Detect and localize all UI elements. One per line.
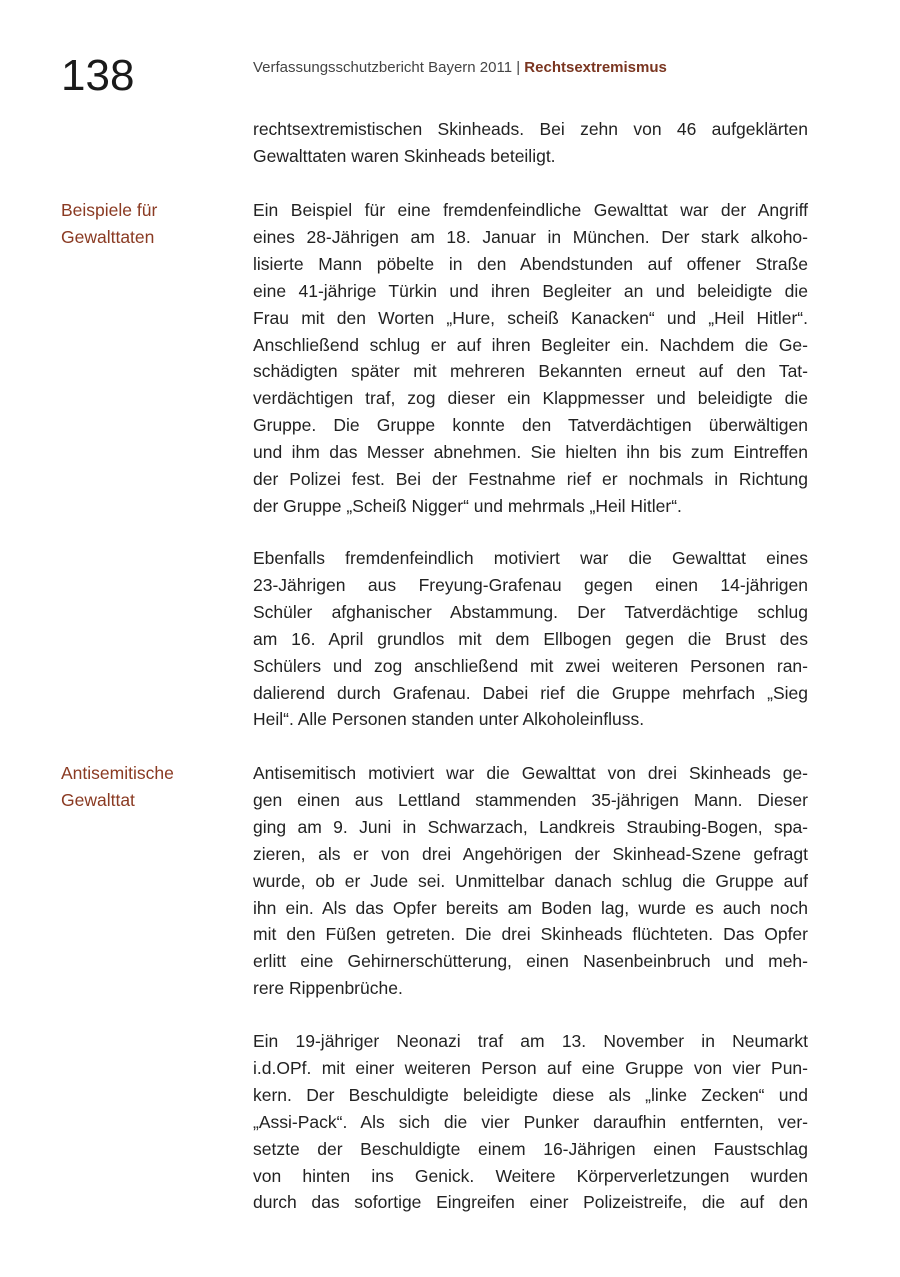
text-line: ging am 9. Juni in Schwarzach, Landkreis Straubing-Bogen, spa- bbox=[253, 816, 808, 837]
text-line: durch das sofortige Eingreifen einer Polizeistreife, die auf den bbox=[253, 1192, 808, 1213]
text-line: Schüler afghanischer Abstammung. Der Tatverdächtige schlug bbox=[253, 601, 808, 622]
report-title: Verfassungsschutzbericht Bayern 2011 bbox=[253, 59, 513, 76]
text-line: Frau mit den Worten „Hure, scheiß Kanacken“ und „Heil Hitler“. bbox=[253, 307, 808, 328]
text-line: Heil“. Alle Personen standen unter Alkoholeinfluss. bbox=[253, 709, 645, 730]
text-line: lisierte Mann pöbelte in den Abendstunden auf offener Straße bbox=[253, 253, 808, 274]
paragraph-fremdenfeindlich-1 bbox=[253, 197, 808, 520]
section-title: Rechtsextremismus bbox=[524, 59, 667, 76]
side-label-line: Gewalttat bbox=[61, 790, 135, 810]
text-line: ihn ein. Als das Opfer bereits am Boden lag, wurde es auch noch bbox=[253, 897, 808, 918]
paragraph-antisemitisch-2 bbox=[253, 1028, 808, 1216]
text-line: Gruppe. Die Gruppe konnte den Tatverdächtigen überwältigen bbox=[253, 415, 808, 436]
text-line: mit den Füßen getreten. Die drei Skinheads flüchteten. Das Opfer bbox=[253, 924, 808, 945]
side-label-line: Gewalttaten bbox=[61, 227, 155, 247]
header-separator: | bbox=[516, 59, 521, 76]
text-line: eines 28-Jährigen am 18. Januar in München. Der stark alkoho- bbox=[253, 226, 808, 247]
page-number: 138 bbox=[61, 51, 135, 100]
text-line: Ein 19-jähriger Neonazi traf am 13. November in Neumarkt bbox=[253, 1031, 808, 1051]
text-line: Anschließend schlug er auf ihren Begleiter ein. Nachdem die Ge- bbox=[253, 334, 808, 355]
text-line: i.d.OPf. mit einer weiteren Person auf eine Gruppe von vier Pun- bbox=[253, 1057, 808, 1078]
text-line: rechtsextremistischen Skinheads. Bei zehn von 46 aufgeklärten bbox=[253, 119, 808, 139]
text-line: setzte der Beschuldigte einem 16-Jährigen einen Faustschlag bbox=[253, 1138, 808, 1159]
text-line: von hinten ins Genick. Weitere Körperverletzungen wurden bbox=[253, 1165, 808, 1186]
text-line: 23-Jährigen aus Freyung-Grafenau gegen einen 14-jährigen bbox=[253, 574, 808, 595]
paragraph-fremdenfeindlich-2 bbox=[253, 545, 808, 733]
side-label-line: Antisemitische bbox=[61, 763, 174, 783]
text-line: Schülers und zog anschließend mit zwei weiteren Personen ran- bbox=[253, 655, 808, 676]
text-line: am 16. April grundlos mit dem Ellbogen gegen die Brust des bbox=[253, 628, 808, 649]
text-line: „Assi-Pack“. Als sich die vier Punker daraufhin entfernten, ver- bbox=[253, 1111, 808, 1132]
side-label-antisemitisch bbox=[61, 760, 231, 814]
text-line: Gewalttaten waren Skinheads beteiligt. bbox=[253, 145, 556, 166]
text-line: zieren, als er von drei Angehörigen der Skinhead-Szene gefragt bbox=[253, 843, 808, 864]
side-label-line: Beispiele für bbox=[61, 200, 158, 220]
intro-paragraph bbox=[253, 116, 808, 170]
text-line: eine 41-jährige Türkin und ihren Begleiter an und beleidigte die bbox=[253, 280, 808, 301]
text-line: Ein Beispiel für eine fremdenfeindliche Gewalttat war der Angriff bbox=[253, 200, 808, 220]
text-line: gen einen aus Lettland stammenden 35-jährigen Mann. Dieser bbox=[253, 789, 808, 810]
text-line: wurde, ob er Jude sei. Unmittelbar danach schlug die Gruppe auf bbox=[253, 870, 808, 891]
text-line: erlitt eine Gehirnerschütterung, einen Nasenbeinbruch und meh- bbox=[253, 951, 808, 972]
text-line: der Gruppe „Scheiß Nigger“ und mehrmals „Heil Hitler“. bbox=[253, 495, 682, 516]
text-line: verdächtigen traf, zog dieser ein Klappmesser und beleidigte die bbox=[253, 388, 808, 409]
text-line: schädigten später mit mehreren Bekannten erneut auf den Tat- bbox=[253, 361, 808, 382]
text-line: Ebenfalls fremdenfeindlich motiviert war die Gewalttat eines bbox=[253, 548, 808, 568]
paragraph-antisemitisch-1 bbox=[253, 760, 808, 1002]
text-line: rere Rippenbrüche. bbox=[253, 978, 403, 999]
text-line: dalierend durch Grafenau. Dabei rief die Gruppe mehrfach „Sieg bbox=[253, 682, 808, 703]
text-line: Antisemitisch motiviert war die Gewalttat von drei Skinheads ge- bbox=[253, 763, 808, 783]
text-line: der Polizei fest. Bei der Festnahme rief er nochmals in Richtung bbox=[253, 469, 808, 490]
running-header bbox=[253, 58, 667, 78]
side-label-beispiele bbox=[61, 197, 231, 251]
text-line: und ihm das Messer abnehmen. Sie hielten ihn bis zum Eintreffen bbox=[253, 442, 808, 463]
text-line: kern. Der Beschuldigte beleidigte diese als „linke Zecken“ und bbox=[253, 1084, 808, 1105]
